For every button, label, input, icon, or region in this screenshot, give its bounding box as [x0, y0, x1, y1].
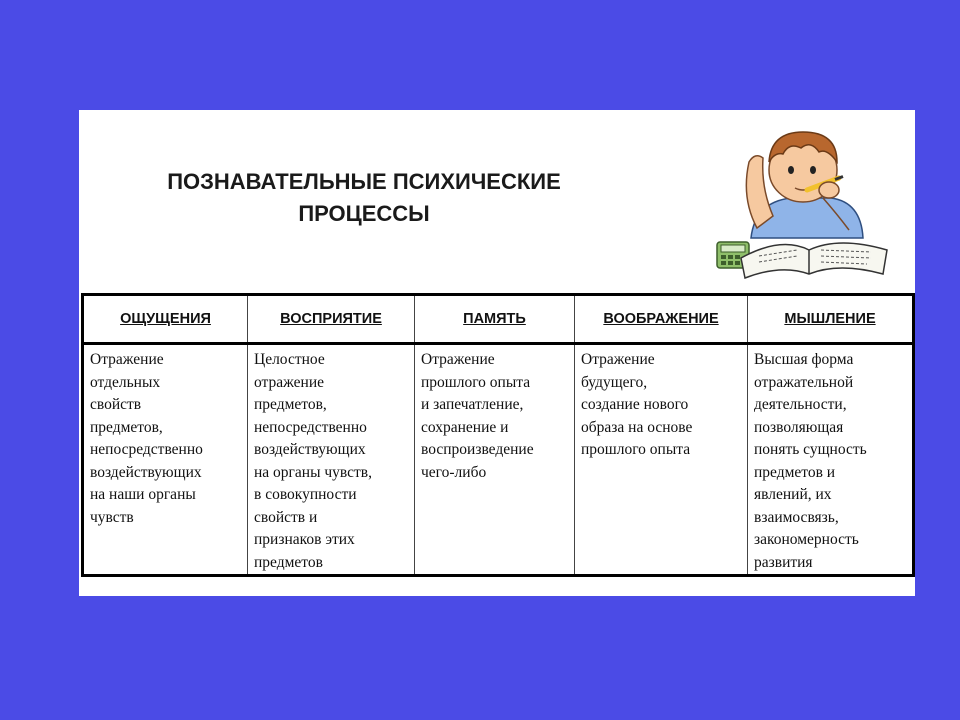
processes-table: [81, 293, 915, 577]
cell-text-line: предметов: [254, 553, 323, 571]
header-imagination: ВООБРАЖЕНИЕ: [575, 295, 748, 344]
cell-text-line: отражение: [254, 373, 324, 391]
cell-text-line: воспроизведение: [421, 441, 534, 458]
cell-memory: [415, 344, 575, 576]
cell-text-line: свойств: [90, 396, 142, 413]
table-row: [83, 344, 914, 576]
cell-text-line: предметов,: [90, 418, 163, 436]
header-perception: ВОСПРИЯТИЕ: [248, 295, 415, 344]
cell-text-line: отражательной: [754, 373, 854, 391]
cell-text-line: создание нового: [581, 396, 689, 413]
title-line-2: ПРОЦЕССЫ: [298, 201, 430, 226]
cell-text-line: свойств и: [254, 508, 318, 526]
boy-studying-book-icon: [711, 118, 907, 284]
title-line-1: ПОЗНАВАТЕЛЬНЫЕ ПСИХИЧЕСКИЕ: [167, 169, 561, 194]
cell-text-line: воздействующих: [90, 463, 202, 481]
cell-text-line: в совокупности: [254, 486, 357, 503]
cell-text-line: взаимосвязь,: [754, 508, 839, 526]
table-header-row: [83, 295, 914, 344]
cell-text-line: развития: [754, 553, 813, 571]
cell-text-line: отдельных: [90, 373, 161, 391]
page-title: [99, 166, 629, 230]
cell-text-line: и запечатление,: [421, 396, 524, 413]
cell-text-line: Отражение: [421, 351, 495, 368]
header-thinking: МЫШЛЕНИЕ: [748, 295, 914, 344]
cell-text-line: Отражение: [90, 351, 164, 368]
cell-text-line: прошлого опыта: [421, 373, 531, 391]
cell-text-line: на наши органы: [90, 486, 196, 503]
cell-text-line: непосредственно: [90, 441, 203, 458]
cell-text-line: сохранение и: [421, 418, 509, 436]
cell-imagination: [575, 344, 748, 576]
cell-text-line: Отражение: [581, 351, 655, 368]
cell-text-line: на органы чувств,: [254, 463, 372, 481]
cell-text-line: Высшая форма: [754, 351, 854, 368]
cell-text-line: чувств: [90, 508, 134, 526]
slide-panel: [79, 110, 915, 596]
header-memory: ПАМЯТЬ: [415, 295, 575, 344]
header-sensation: ОЩУЩЕНИЯ: [83, 295, 248, 344]
cell-text-line: воздействующих: [254, 441, 366, 458]
cell-text-line: закономерность: [754, 531, 859, 548]
cell-text-line: чего-либо: [421, 463, 487, 481]
cell-thinking: [748, 344, 914, 576]
cell-text-line: деятельности,: [754, 396, 847, 413]
cell-text-line: предметов,: [254, 396, 327, 413]
cell-text-line: позволяющая: [754, 418, 844, 436]
cell-sensation: [83, 344, 248, 576]
book-icon: [741, 243, 887, 278]
cell-text-line: признаков этих: [254, 531, 355, 548]
cell-text-line: предметов и: [754, 463, 836, 481]
cell-text-line: непосредственно: [254, 418, 367, 436]
cell-text-line: образа на основе: [581, 418, 693, 436]
cell-perception: [248, 344, 415, 576]
cell-text-line: явлений, их: [754, 486, 832, 503]
cell-text-line: будущего,: [581, 373, 648, 391]
cell-text-line: понять сущность: [754, 441, 867, 458]
cell-text-line: прошлого опыта: [581, 441, 691, 458]
cell-text-line: Целостное: [254, 351, 325, 368]
